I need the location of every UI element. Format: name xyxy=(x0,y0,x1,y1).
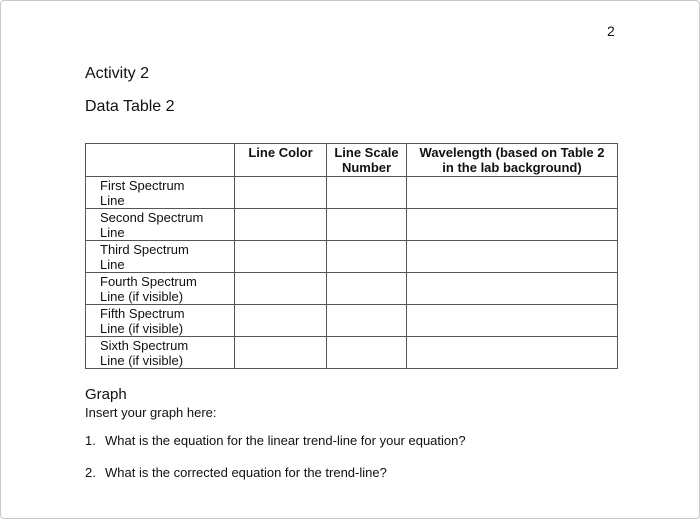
wavelength-cell[interactable] xyxy=(407,241,618,273)
question-number: 2. xyxy=(85,465,96,480)
wavelength-cell[interactable] xyxy=(407,305,618,337)
line-scale-cell[interactable] xyxy=(327,273,407,305)
wavelength-cell[interactable] xyxy=(407,209,618,241)
data-table xyxy=(85,143,618,369)
header-line-color xyxy=(235,144,327,177)
line-scale-cell[interactable] xyxy=(327,241,407,273)
question-list xyxy=(85,433,466,497)
question-text: What is the equation for the linear trend-line for your equation? xyxy=(105,433,466,448)
activity-title: Activity 2 xyxy=(85,65,150,82)
line-color-cell[interactable] xyxy=(235,337,327,369)
table-title: Data Table 2 xyxy=(85,98,175,115)
header-empty xyxy=(86,144,235,177)
question-number: 1. xyxy=(85,433,96,448)
table-row xyxy=(86,177,618,209)
graph-instruction: Insert your graph here: xyxy=(85,405,217,420)
line-scale-cell[interactable] xyxy=(327,305,407,337)
row-label: Fifth Spectrum Line (if visible) xyxy=(86,305,235,337)
line-scale-cell[interactable] xyxy=(327,177,407,209)
row-label: First Spectrum Line xyxy=(86,177,235,209)
question-item xyxy=(85,465,466,480)
line-color-cell[interactable] xyxy=(235,241,327,273)
line-color-cell[interactable] xyxy=(235,273,327,305)
wavelength-cell[interactable] xyxy=(407,177,618,209)
header-line-color-label: Line Color xyxy=(248,145,313,160)
line-scale-cell[interactable] xyxy=(327,209,407,241)
header-line-scale-number-label: Line Scale Number xyxy=(334,145,399,175)
line-color-cell[interactable] xyxy=(235,209,327,241)
question-text: What is the corrected equation for the trend-line? xyxy=(105,465,387,480)
row-label: Sixth Spectrum Line (if visible) xyxy=(86,337,235,369)
line-color-cell[interactable] xyxy=(235,305,327,337)
wavelength-cell[interactable] xyxy=(407,273,618,305)
table-row xyxy=(86,273,618,305)
wavelength-cell[interactable] xyxy=(407,337,618,369)
line-scale-cell[interactable] xyxy=(327,337,407,369)
table-row xyxy=(86,209,618,241)
header-wavelength xyxy=(407,144,618,177)
row-label: Second Spectrum Line xyxy=(86,209,235,241)
graph-heading: Graph xyxy=(85,386,127,403)
table-row xyxy=(86,337,618,369)
page-number: 2 xyxy=(607,23,615,39)
table-row xyxy=(86,241,618,273)
header-line-scale-number xyxy=(327,144,407,177)
question-item xyxy=(85,433,466,448)
table-header-row xyxy=(86,144,618,177)
line-color-cell[interactable] xyxy=(235,177,327,209)
row-label: Third Spectrum Line xyxy=(86,241,235,273)
header-wavelength-label: Wavelength (based on Table 2 in the lab background) xyxy=(419,145,605,175)
row-label: Fourth Spectrum Line (if visible) xyxy=(86,273,235,305)
table-row xyxy=(86,305,618,337)
